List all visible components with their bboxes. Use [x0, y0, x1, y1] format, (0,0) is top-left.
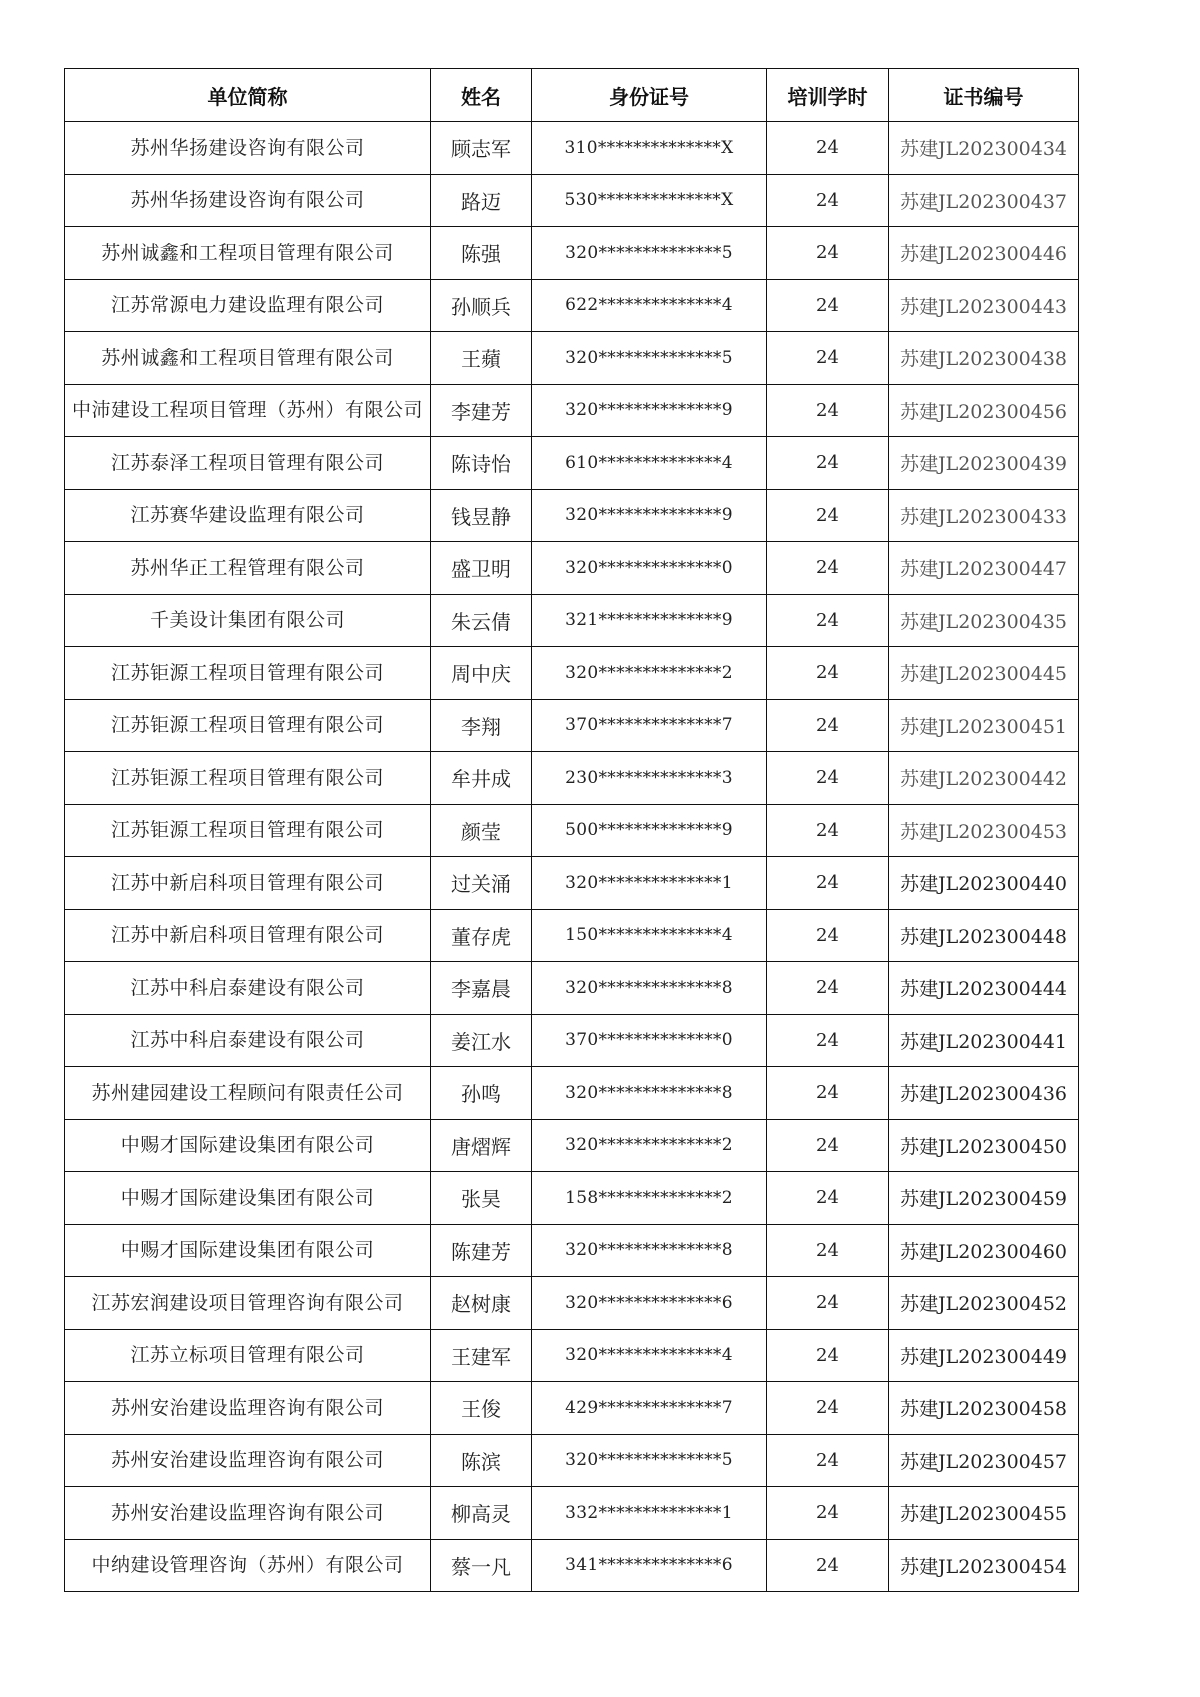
unit-cell: 江苏钜源工程项目管理有限公司 — [65, 647, 431, 700]
training-hours-cell: 24 — [767, 594, 889, 647]
name-cell: 陈强 — [431, 227, 532, 280]
name-cell: 王俊 — [431, 1382, 532, 1435]
id-number-cell: 320**************2 — [532, 647, 767, 700]
certificate-number-cell: 苏建JL202300460 — [889, 1224, 1079, 1277]
table-row — [65, 227, 1079, 280]
certificate-number-cell: 苏建JL202300445 — [889, 647, 1079, 700]
certificate-number-cell: 苏建JL202300450 — [889, 1119, 1079, 1172]
table-row — [65, 962, 1079, 1015]
table-row — [65, 279, 1079, 332]
unit-cell: 江苏宏润建设项目管理咨询有限公司 — [65, 1277, 431, 1330]
name-cell: 孙顺兵 — [431, 279, 532, 332]
header-training-hours: 培训学时 — [767, 69, 889, 122]
certificate-number-cell: 苏建JL202300436 — [889, 1067, 1079, 1120]
training-hours-cell: 24 — [767, 279, 889, 332]
name-cell: 颜莹 — [431, 804, 532, 857]
unit-cell: 江苏中科启泰建设有限公司 — [65, 962, 431, 1015]
unit-cell: 江苏赛华建设监理有限公司 — [65, 489, 431, 542]
id-number-cell: 321**************9 — [532, 594, 767, 647]
table-body — [65, 122, 1079, 1592]
name-cell: 盛卫明 — [431, 542, 532, 595]
unit-cell: 苏州安治建设监理咨询有限公司 — [65, 1434, 431, 1487]
id-number-cell: 500**************9 — [532, 804, 767, 857]
header-unit: 单位简称 — [65, 69, 431, 122]
id-number-cell: 320**************9 — [532, 489, 767, 542]
name-cell: 朱云倩 — [431, 594, 532, 647]
id-number-cell: 320**************5 — [532, 227, 767, 280]
table-row — [65, 1487, 1079, 1540]
training-hours-cell: 24 — [767, 1539, 889, 1592]
name-cell: 孙鸣 — [431, 1067, 532, 1120]
unit-cell: 苏州华扬建设咨询有限公司 — [65, 122, 431, 175]
id-number-cell: 320**************0 — [532, 542, 767, 595]
unit-cell: 江苏钜源工程项目管理有限公司 — [65, 699, 431, 752]
name-cell: 王蘋 — [431, 332, 532, 385]
name-cell: 王建军 — [431, 1329, 532, 1382]
id-number-cell: 530**************X — [532, 174, 767, 227]
header-name: 姓名 — [431, 69, 532, 122]
name-cell: 路迈 — [431, 174, 532, 227]
name-cell: 陈建芳 — [431, 1224, 532, 1277]
header-certificate-number: 证书编号 — [889, 69, 1079, 122]
name-cell: 赵树康 — [431, 1277, 532, 1330]
training-hours-cell: 24 — [767, 437, 889, 490]
certificate-number-cell: 苏建JL202300453 — [889, 804, 1079, 857]
name-cell: 周中庆 — [431, 647, 532, 700]
training-hours-cell: 24 — [767, 1224, 889, 1277]
certificate-number-cell: 苏建JL202300442 — [889, 752, 1079, 805]
certificate-number-cell: 苏建JL202300437 — [889, 174, 1079, 227]
unit-cell: 江苏中新启科项目管理有限公司 — [65, 857, 431, 910]
id-number-cell: 320**************5 — [532, 332, 767, 385]
table-row — [65, 1382, 1079, 1435]
unit-cell: 苏州华正工程管理有限公司 — [65, 542, 431, 595]
id-number-cell: 320**************8 — [532, 1224, 767, 1277]
header-row — [65, 69, 1079, 122]
name-cell: 张昊 — [431, 1172, 532, 1225]
header-id-number: 身份证号 — [532, 69, 767, 122]
training-hours-cell: 24 — [767, 1329, 889, 1382]
id-number-cell: 610**************4 — [532, 437, 767, 490]
certificate-number-cell: 苏建JL202300458 — [889, 1382, 1079, 1435]
table-row — [65, 437, 1079, 490]
table-row — [65, 174, 1079, 227]
id-number-cell: 310**************X — [532, 122, 767, 175]
unit-cell: 江苏中新启科项目管理有限公司 — [65, 909, 431, 962]
certificate-number-cell: 苏建JL202300447 — [889, 542, 1079, 595]
unit-cell: 中赐才国际建设集团有限公司 — [65, 1119, 431, 1172]
unit-cell: 中赐才国际建设集团有限公司 — [65, 1224, 431, 1277]
id-number-cell: 320**************8 — [532, 1067, 767, 1120]
certificate-number-cell: 苏建JL202300435 — [889, 594, 1079, 647]
name-cell: 过关涌 — [431, 857, 532, 910]
name-cell: 李翔 — [431, 699, 532, 752]
name-cell: 李建芳 — [431, 384, 532, 437]
table-row — [65, 752, 1079, 805]
table-row — [65, 699, 1079, 752]
unit-cell: 江苏中科启泰建设有限公司 — [65, 1014, 431, 1067]
training-hours-cell: 24 — [767, 752, 889, 805]
training-hours-cell: 24 — [767, 857, 889, 910]
unit-cell: 江苏常源电力建设监理有限公司 — [65, 279, 431, 332]
id-number-cell: 320**************5 — [532, 1434, 767, 1487]
table-row — [65, 332, 1079, 385]
training-hours-cell: 24 — [767, 332, 889, 385]
certificate-number-cell: 苏建JL202300459 — [889, 1172, 1079, 1225]
certificate-number-cell: 苏建JL202300444 — [889, 962, 1079, 1015]
certificate-number-cell: 苏建JL202300452 — [889, 1277, 1079, 1330]
training-hours-cell: 24 — [767, 227, 889, 280]
training-hours-cell: 24 — [767, 1172, 889, 1225]
unit-cell: 苏州建园建设工程顾问有限责任公司 — [65, 1067, 431, 1120]
id-number-cell: 341**************6 — [532, 1539, 767, 1592]
name-cell: 柳高灵 — [431, 1487, 532, 1540]
certificate-number-cell: 苏建JL202300451 — [889, 699, 1079, 752]
name-cell: 李嘉晨 — [431, 962, 532, 1015]
unit-cell: 中沛建设工程项目管理（苏州）有限公司 — [65, 384, 431, 437]
training-roster-table — [64, 68, 1079, 1592]
unit-cell: 江苏钜源工程项目管理有限公司 — [65, 752, 431, 805]
table-row — [65, 1172, 1079, 1225]
training-hours-cell: 24 — [767, 1434, 889, 1487]
unit-cell: 江苏钜源工程项目管理有限公司 — [65, 804, 431, 857]
training-hours-cell: 24 — [767, 1119, 889, 1172]
certificate-number-cell: 苏建JL202300455 — [889, 1487, 1079, 1540]
unit-cell: 苏州诚鑫和工程项目管理有限公司 — [65, 227, 431, 280]
name-cell: 姜江水 — [431, 1014, 532, 1067]
table-row — [65, 857, 1079, 910]
table-row — [65, 647, 1079, 700]
table-header — [65, 69, 1079, 122]
unit-cell: 江苏立标项目管理有限公司 — [65, 1329, 431, 1382]
id-number-cell: 320**************4 — [532, 1329, 767, 1382]
training-hours-cell: 24 — [767, 1014, 889, 1067]
table-row — [65, 1014, 1079, 1067]
certificate-number-cell: 苏建JL202300448 — [889, 909, 1079, 962]
id-number-cell: 622**************4 — [532, 279, 767, 332]
name-cell: 顾志军 — [431, 122, 532, 175]
training-hours-cell: 24 — [767, 647, 889, 700]
table-row — [65, 909, 1079, 962]
training-hours-cell: 24 — [767, 174, 889, 227]
table-row — [65, 1224, 1079, 1277]
id-number-cell: 320**************9 — [532, 384, 767, 437]
training-hours-cell: 24 — [767, 122, 889, 175]
unit-cell: 中赐才国际建设集团有限公司 — [65, 1172, 431, 1225]
training-hours-cell: 24 — [767, 1277, 889, 1330]
unit-cell: 江苏泰泽工程项目管理有限公司 — [65, 437, 431, 490]
certificate-number-cell: 苏建JL202300440 — [889, 857, 1079, 910]
training-hours-cell: 24 — [767, 909, 889, 962]
training-hours-cell: 24 — [767, 1382, 889, 1435]
id-number-cell: 370**************0 — [532, 1014, 767, 1067]
name-cell: 唐熠辉 — [431, 1119, 532, 1172]
id-number-cell: 320**************6 — [532, 1277, 767, 1330]
id-number-cell: 332**************1 — [532, 1487, 767, 1540]
certificate-number-cell: 苏建JL202300456 — [889, 384, 1079, 437]
training-hours-cell: 24 — [767, 489, 889, 542]
table-row — [65, 1067, 1079, 1120]
certificate-number-cell: 苏建JL202300449 — [889, 1329, 1079, 1382]
id-number-cell: 429**************7 — [532, 1382, 767, 1435]
training-hours-cell: 24 — [767, 542, 889, 595]
name-cell: 陈滨 — [431, 1434, 532, 1487]
table-row — [65, 594, 1079, 647]
training-hours-cell: 24 — [767, 384, 889, 437]
certificate-number-cell: 苏建JL202300446 — [889, 227, 1079, 280]
table-row — [65, 804, 1079, 857]
name-cell: 陈诗怡 — [431, 437, 532, 490]
id-number-cell: 150**************4 — [532, 909, 767, 962]
unit-cell: 千美设计集团有限公司 — [65, 594, 431, 647]
training-hours-cell: 24 — [767, 962, 889, 1015]
certificate-number-cell: 苏建JL202300443 — [889, 279, 1079, 332]
unit-cell: 苏州安治建设监理咨询有限公司 — [65, 1487, 431, 1540]
certificate-number-cell: 苏建JL202300439 — [889, 437, 1079, 490]
certificate-number-cell: 苏建JL202300457 — [889, 1434, 1079, 1487]
table-row — [65, 1434, 1079, 1487]
name-cell: 蔡一凡 — [431, 1539, 532, 1592]
table-row — [65, 542, 1079, 595]
unit-cell: 苏州华扬建设咨询有限公司 — [65, 174, 431, 227]
table-row — [65, 1277, 1079, 1330]
table-row — [65, 1539, 1079, 1592]
table-row — [65, 489, 1079, 542]
training-hours-cell: 24 — [767, 1067, 889, 1120]
training-hours-cell: 24 — [767, 699, 889, 752]
table-row — [65, 1119, 1079, 1172]
table-row — [65, 122, 1079, 175]
certificate-number-cell: 苏建JL202300441 — [889, 1014, 1079, 1067]
certificate-number-cell: 苏建JL202300433 — [889, 489, 1079, 542]
id-number-cell: 158**************2 — [532, 1172, 767, 1225]
id-number-cell: 370**************7 — [532, 699, 767, 752]
certificate-number-cell: 苏建JL202300438 — [889, 332, 1079, 385]
table-row — [65, 384, 1079, 437]
unit-cell: 中纳建设管理咨询（苏州）有限公司 — [65, 1539, 431, 1592]
id-number-cell: 320**************2 — [532, 1119, 767, 1172]
training-hours-cell: 24 — [767, 804, 889, 857]
unit-cell: 苏州诚鑫和工程项目管理有限公司 — [65, 332, 431, 385]
name-cell: 牟井成 — [431, 752, 532, 805]
name-cell: 钱昱静 — [431, 489, 532, 542]
table-row — [65, 1329, 1079, 1382]
id-number-cell: 230**************3 — [532, 752, 767, 805]
training-hours-cell: 24 — [767, 1487, 889, 1540]
certificate-number-cell: 苏建JL202300434 — [889, 122, 1079, 175]
id-number-cell: 320**************8 — [532, 962, 767, 1015]
unit-cell: 苏州安治建设监理咨询有限公司 — [65, 1382, 431, 1435]
name-cell: 董存虎 — [431, 909, 532, 962]
id-number-cell: 320**************1 — [532, 857, 767, 910]
certificate-number-cell: 苏建JL202300454 — [889, 1539, 1079, 1592]
